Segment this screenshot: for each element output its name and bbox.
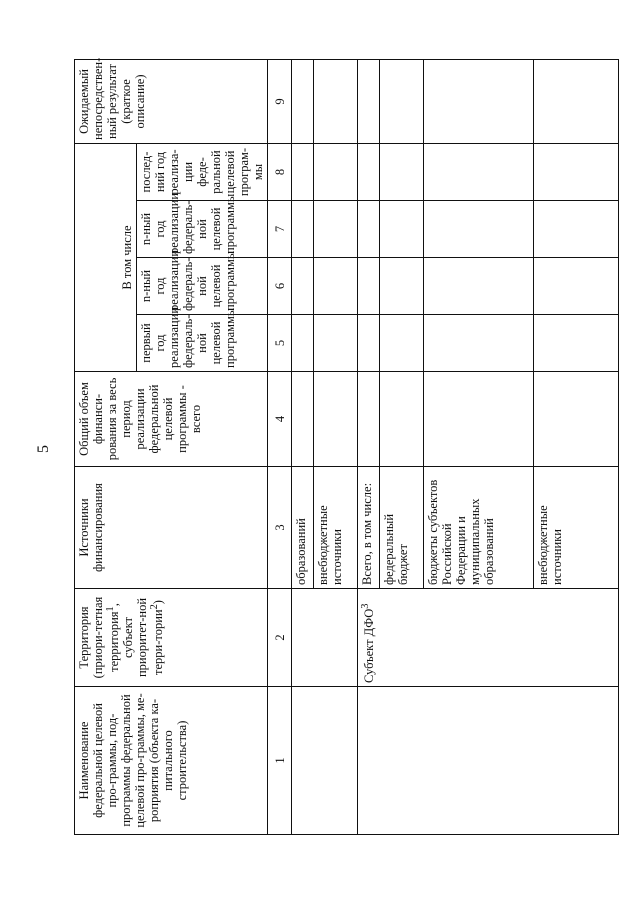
header-group: В том числе	[75, 144, 137, 372]
subject-cell: Субъект ДФО$^3$	[358, 589, 619, 687]
header-result: Ожидаемый непосредствен-ный результат (краткое описание)	[75, 60, 268, 144]
column-numbers-row	[268, 60, 292, 835]
col-number: 4	[268, 372, 292, 467]
source-cell: федеральный бюджет	[380, 467, 424, 589]
header-n-year-2: n-ный год реализации федераль-ной целевой программы	[137, 201, 268, 258]
rotated-table-container	[74, 57, 609, 835]
col-number: 8	[268, 144, 292, 201]
header-name: Наименование федеральной целевой про-граммы, под-программы федеральной целевой про-граммы, ме-роприятия (объекта ка-питального строительства)	[75, 687, 268, 835]
col-number: 5	[268, 315, 292, 372]
source-cell: внебюджетные источники	[314, 467, 358, 589]
col-number: 1	[268, 687, 292, 835]
table-row	[292, 60, 314, 835]
col-number: 7	[268, 201, 292, 258]
page-number: 5	[35, 445, 52, 453]
col-number: 2	[268, 589, 292, 687]
header-total: Общий объем финанси-рования за весь период реализации федеральной целевой программы - всего	[75, 372, 268, 467]
source-cell: образований	[292, 467, 314, 589]
financing-table	[74, 59, 619, 835]
source-cell: внебюджетные источники	[534, 467, 619, 589]
col-number: 3	[268, 467, 292, 589]
header-last-year: послед-ний год реализа-ции феде-ральной целевой програм-мы	[137, 144, 268, 201]
header-sources: Источники финансирования	[75, 467, 268, 589]
col-number: 9	[268, 60, 292, 144]
header-territory: Территория (приори-тетная территория$^1$, субъект приоритет-ной терри-тории$^2$)	[75, 589, 268, 687]
source-cell: Всего, в том числе:	[358, 467, 380, 589]
table-row	[358, 60, 380, 835]
header-first-year: первый год реализации федераль-ной целевой программы	[137, 315, 268, 372]
source-cell: бюджеты субъектов Российской Федерации и муниципальных образований	[424, 467, 534, 589]
header-n-year-1: n-ный год реализации федераль-ной целевой программы	[137, 258, 268, 315]
col-number: 6	[268, 258, 292, 315]
